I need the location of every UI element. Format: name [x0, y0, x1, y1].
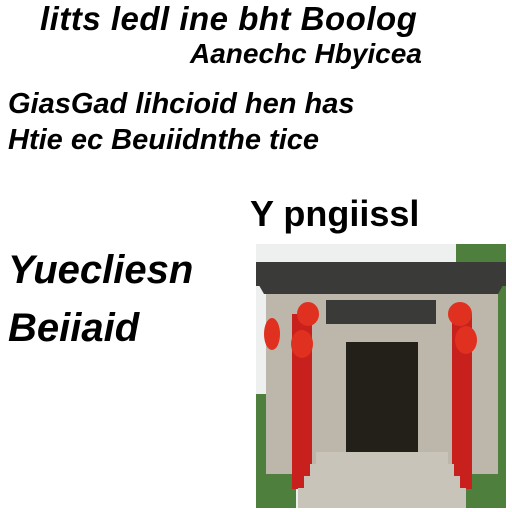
photo-lantern-1 [297, 302, 319, 326]
photo-step-3 [304, 476, 460, 488]
photo-step-2 [310, 464, 454, 476]
caption-line: Y pngiissl [250, 193, 420, 234]
photo-doorway [346, 342, 418, 452]
photo-roof-eave [256, 280, 506, 294]
photo-lantern-3 [448, 302, 472, 326]
photo-lintel [326, 300, 436, 324]
headline-line-2: Aanechc Hbyicea [190, 38, 422, 69]
body-line-1: GiasGad lihcioid hen has [8, 88, 355, 120]
side-title-line-2: Beiiaid [8, 306, 140, 350]
photo-lantern-2 [291, 330, 313, 358]
photo-step-4 [298, 488, 466, 508]
side-title-line-1: Yuecliesn [8, 248, 194, 292]
photo-step-1 [316, 452, 448, 464]
gateway-photo [256, 244, 506, 508]
photo-lantern-4 [455, 326, 477, 354]
body-line-2: Htie ec Beuiidnthe tice [8, 124, 320, 156]
photo-lantern-5 [264, 318, 280, 350]
headline-line-1: litts ledl ine bht Boolog [40, 0, 418, 37]
